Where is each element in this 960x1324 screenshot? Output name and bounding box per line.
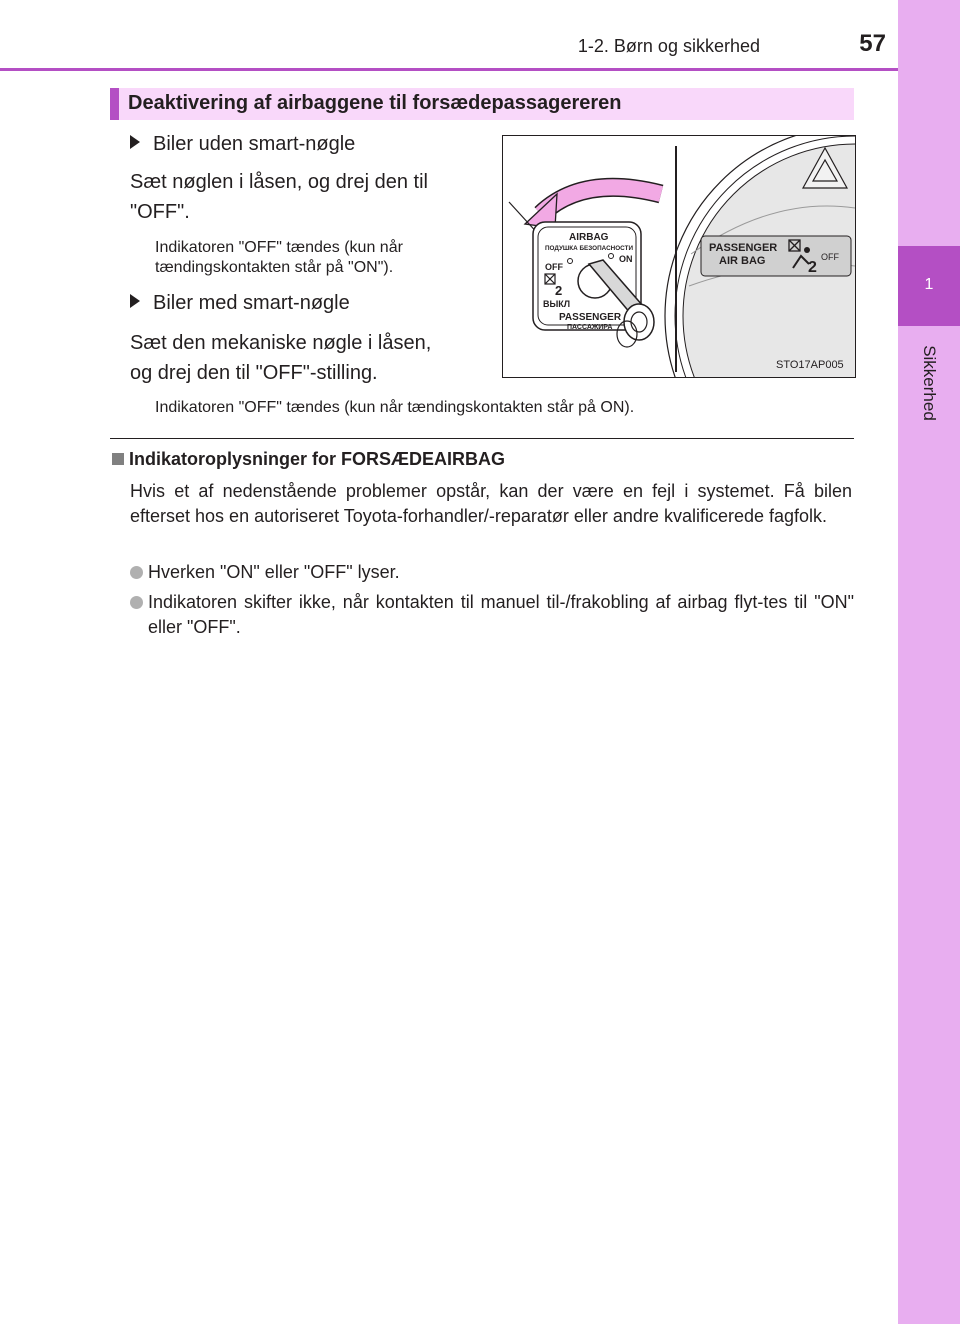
switch-label-off-ru: ВЫКЛ xyxy=(543,299,571,309)
square-bullet-icon xyxy=(112,453,124,465)
section-heading-box xyxy=(110,88,854,120)
airbag-switch-figure xyxy=(502,135,856,378)
switch-label-on: ON xyxy=(619,254,633,264)
indicator-label-airbag: AIR BAG xyxy=(719,255,766,267)
indicator-label-passenger: PASSENGER xyxy=(709,242,778,254)
header-rule xyxy=(0,68,898,71)
indicator-off-label: OFF xyxy=(821,252,839,262)
switch-label-passenger: PASSENGER xyxy=(559,312,622,323)
switch-label-airbag-ru: ПОДУШКА БЕЗОПАСНОСТИ xyxy=(545,246,633,252)
triangle-bullet-icon xyxy=(130,135,140,149)
seated-passenger-icon xyxy=(804,247,810,253)
list-item: Hverken "ON" eller "OFF" lyser. xyxy=(130,560,854,585)
indicator-number: 2 xyxy=(808,259,817,276)
note-without-smart-key: Indikatoren "OFF" tændes (kun når tændingskontakten står på "ON"). xyxy=(155,239,403,276)
switch-number: 2 xyxy=(555,283,563,298)
airbag-switch-illustration xyxy=(503,136,855,377)
switch-label-off: OFF xyxy=(545,262,563,272)
heading-with-smart-key: Biler med smart-nøgle xyxy=(130,292,350,315)
chapter-number: 1 xyxy=(924,276,934,293)
list-item: Indikatoren skifter ikke, når kontakten til manuel til-/frakobling af airbag flyt-tes til "ON" eller "OFF". xyxy=(130,590,854,640)
chapter-side-tab xyxy=(898,0,960,1324)
instruction-with-smart-key: Sæt den mekaniske nøgle i låsen, og drej den til "OFF"-stilling. xyxy=(130,332,432,384)
instruction-without-smart-key: Sæt nøglen i låsen, og drej den til "OFF". xyxy=(130,171,428,223)
dot-bullet-icon xyxy=(130,596,143,609)
heading-without-smart-key: Biler uden smart-nøgle xyxy=(130,133,355,156)
page-number: 57 xyxy=(859,30,886,57)
section-divider xyxy=(110,438,854,439)
section-heading-bar xyxy=(110,88,119,120)
info-body: Hvis et af nedenstående problemer opstår, kan der være en fejl i systemet. Få bilen efterset hos en autoriseret Toyota-forhandler/-reparatør eller andre kvalificerede fagfolk. xyxy=(130,481,852,526)
note-with-smart-key: Indikatoren "OFF" tændes (kun når tændingskontakten står på ON). xyxy=(155,399,635,416)
info-heading: Indikatoroplysninger for FORSÆDEAIRBAG xyxy=(112,449,505,470)
switch-label-passenger-ru: ПАССАЖИРА xyxy=(567,324,613,331)
chapter-label: Sikkerhed xyxy=(920,345,940,421)
switch-label-airbag: AIRBAG xyxy=(569,232,609,243)
dot-bullet-icon xyxy=(130,566,143,579)
figure-code: STO17AP005 xyxy=(776,359,844,371)
running-header: 1-2. Børn og sikkerhed xyxy=(577,36,760,56)
section-heading: Deaktivering af airbaggene til forsædepassagereren xyxy=(128,92,622,114)
triangle-bullet-icon xyxy=(130,294,140,308)
